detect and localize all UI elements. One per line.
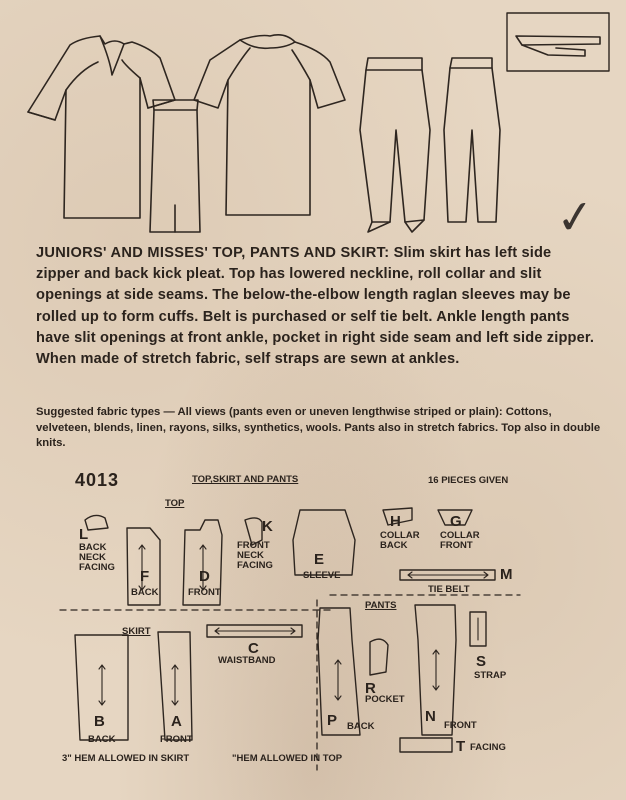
piece-l-letter: L bbox=[79, 526, 89, 543]
piece-g-name: COLLAR FRONT bbox=[440, 530, 480, 551]
hem-top-note: "HEM ALLOWED IN TOP bbox=[232, 753, 343, 764]
piece-s-letter: S bbox=[476, 653, 487, 670]
piece-h-letter: H bbox=[390, 513, 401, 530]
piece-k-name: FRONT NECK FACING bbox=[237, 540, 273, 571]
fabric-lead: Suggested fabric types bbox=[36, 406, 161, 418]
piece-a-letter: A bbox=[171, 713, 182, 730]
hem-skirt-note: 3" HEM ALLOWED IN SKIRT bbox=[62, 753, 190, 764]
top-back-drawing bbox=[194, 35, 345, 215]
piece-e-letter: E bbox=[314, 551, 325, 568]
piece-l-name: BACK NECK FACING bbox=[79, 542, 115, 573]
piece-n-letter: N bbox=[425, 708, 436, 725]
pattern-number: 4013 bbox=[75, 470, 120, 490]
piece-e-name: SLEEVE bbox=[303, 570, 341, 581]
section-pants: PANTS bbox=[365, 600, 397, 611]
piece-r-name: POCKET bbox=[365, 694, 405, 705]
piece-d-name: FRONT bbox=[188, 587, 221, 598]
piece-p-letter: P bbox=[327, 712, 338, 729]
piece-n-name: FRONT bbox=[444, 720, 477, 731]
skirt-front-drawing bbox=[150, 100, 200, 232]
fabric-body: — All views (pants even or uneven lengthwise striped or plain): Cottons, velveteen, blends, linen, rayons, silks, synthetics, wools. Pants also in stretch fabrics. Top also in double knits. bbox=[36, 406, 601, 449]
fabric-text bbox=[36, 405, 606, 452]
description-body: Slim skirt has left side zipper and back kick pleat. Top has lowered neckline, roll collar and slit openings at side seams. The below-the-elbow length raglan sleeves may be rolled up to form cuffs. Belt is purchased or self tie belt. Ankle length pants have slit openings at front ankle, pocket in right side seam and left side zipper. When made of stretch fabric, self straps are sewn at ankles. bbox=[36, 245, 595, 368]
piece-t-letter: T bbox=[456, 738, 466, 755]
piece-m-name: TIE BELT bbox=[428, 584, 470, 595]
piece-h-name: COLLAR BACK bbox=[380, 530, 420, 551]
piece-c-letter: C bbox=[248, 640, 259, 657]
pants-back-drawing bbox=[444, 58, 500, 222]
piece-m-letter: M bbox=[500, 566, 513, 583]
piece-c-name: WAISTBAND bbox=[218, 655, 276, 666]
description-text bbox=[36, 243, 596, 370]
piece-s-name: STRAP bbox=[474, 670, 507, 681]
piece-p-name: BACK bbox=[347, 721, 375, 732]
piece-k-letter: K bbox=[262, 518, 273, 535]
belt-drawing bbox=[507, 13, 609, 71]
piece-r-letter: R bbox=[365, 680, 376, 697]
piece-b-letter: B bbox=[94, 713, 105, 730]
layout-title: TOP,SKIRT AND PANTS bbox=[192, 474, 299, 485]
piece-f-name: BACK bbox=[131, 587, 159, 598]
piece-g-letter: G bbox=[450, 513, 462, 530]
pants-front-drawing bbox=[360, 58, 430, 232]
piece-t-name: FACING bbox=[470, 742, 506, 753]
section-top: TOP bbox=[165, 498, 185, 509]
pieces-given: 16 PIECES GIVEN bbox=[428, 475, 509, 486]
piece-b-name: BACK bbox=[88, 734, 116, 745]
checkmark-icon: ✓ bbox=[553, 188, 598, 246]
piece-d-letter: D bbox=[199, 568, 210, 585]
description-lead: JUNIORS' AND MISSES' TOP, PANTS AND SKIRT: bbox=[36, 245, 390, 261]
section-skirt: SKIRT bbox=[122, 626, 151, 637]
piece-a-name: FRONT bbox=[160, 734, 193, 745]
piece-f-letter: F bbox=[140, 568, 150, 585]
